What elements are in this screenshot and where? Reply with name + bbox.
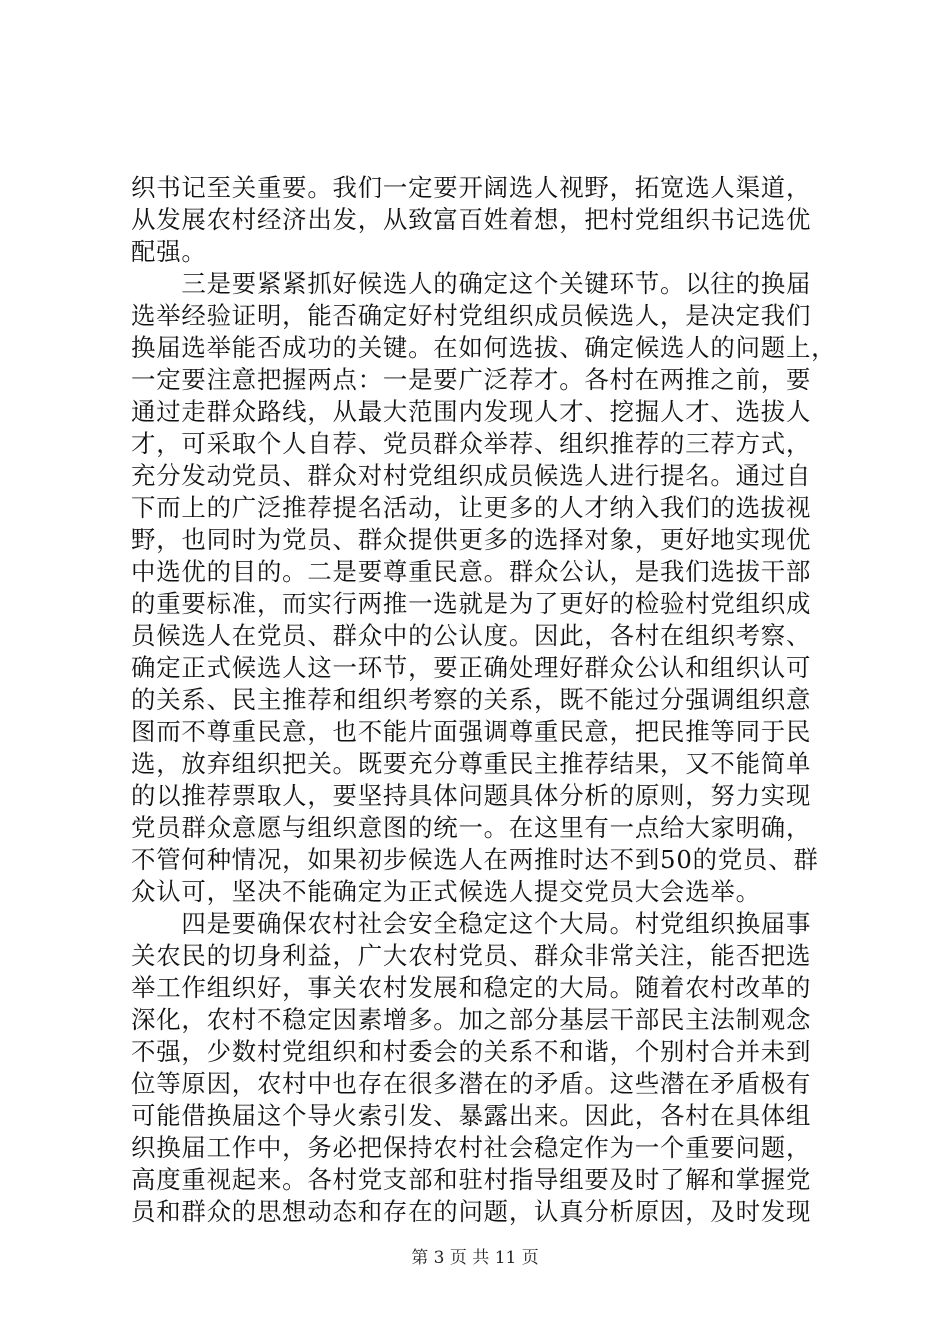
text-line: 员和群众的思想动态和存在的问题，认真分析原因，及时发现 bbox=[131, 1197, 812, 1226]
page-footer: 第 3 页 共 11 页 bbox=[411, 1248, 539, 1268]
text-line: 配强。 bbox=[131, 237, 207, 266]
text-line: 确定正式候选人这一环节，要正确处理好群众公认和组织认可 bbox=[131, 653, 812, 682]
text-line: 织换届工作中，务必把保持农村社会稳定作为一个重要问题， bbox=[131, 1133, 812, 1162]
text-line: 织书记至关重要。我们一定要开阔选人视野，拓宽选人渠道， bbox=[131, 173, 812, 202]
text-line: 充分发动党员、群众对村党组织成员候选人进行提名。通过自 bbox=[131, 461, 812, 490]
text-line: 三是要紧紧抓好候选人的确定这个关键环节。以往的换届 bbox=[131, 269, 812, 298]
text-line: 员候选人在党员、群众中的公认度。因此，各村在组织考察、 bbox=[131, 621, 812, 650]
text-line: 选举经验证明，能否确定好村党组织成员候选人，是决定我们 bbox=[131, 301, 812, 330]
text-line: 不管何种情况，如果初步候选人在两推时达不到50的党员、群 bbox=[131, 845, 819, 874]
text-line: 深化，农村不稳定因素增多。加之部分基层干部民主法制观念 bbox=[131, 1005, 812, 1034]
body-text bbox=[131, 172, 843, 1228]
text-line: 举工作组织好，事关农村发展和稳定的大局。随着农村改革的 bbox=[131, 973, 812, 1002]
text-line: 高度重视起来。各村党支部和驻村指导组要及时了解和掌握党 bbox=[131, 1165, 812, 1194]
text-line: 的以推荐票取人，要坚持具体问题具体分析的原则，努力实现 bbox=[131, 781, 812, 810]
text-line: 可能借换届这个导火索引发、暴露出来。因此，各村在具体组 bbox=[131, 1101, 812, 1130]
text-line: 下而上的广泛推荐提名活动，让更多的人才纳入我们的选拔视 bbox=[131, 493, 812, 522]
text-line: 关农民的切身利益，广大农村党员、群众非常关注，能否把选 bbox=[131, 941, 812, 970]
text-line: 的重要标准，而实行两推一选就是为了更好的检验村党组织成 bbox=[131, 589, 812, 618]
text-line: 从发展农村经济出发，从致富百姓着想，把村党组织书记选优 bbox=[131, 205, 812, 234]
text-line: 一定要注意把握两点：一是要广泛荐才。各村在两推之前，要 bbox=[131, 365, 812, 394]
text-line: 选，放弃组织把关。既要充分尊重民主推荐结果，又不能简单 bbox=[131, 749, 812, 778]
text-line: 四是要确保农村社会安全稳定这个大局。村党组织换届事 bbox=[131, 909, 812, 938]
text-line: 中选优的目的。二是要尊重民意。群众公认，是我们选拔干部 bbox=[131, 557, 812, 586]
text-line: 不强，少数村党组织和村委会的关系不和谐，个别村合并未到 bbox=[131, 1037, 812, 1066]
text-line: 野，也同时为党员、群众提供更多的选择对象，更好地实现优 bbox=[131, 525, 812, 554]
text-line: 图而不尊重民意，也不能片面强调尊重民意，把民推等同于民 bbox=[131, 717, 812, 746]
text-line: 党员群众意愿与组织意图的统一。在这里有一点给大家明确， bbox=[131, 813, 812, 842]
text-line: 换届选举能否成功的关键。在如何选拔、确定候选人的问题上， bbox=[131, 333, 837, 362]
text-line: 众认可，坚决不能确定为正式候选人提交党员大会选举。 bbox=[131, 877, 761, 906]
text-line: 通过走群众路线，从最大范围内发现人才、挖掘人才、选拔人 bbox=[131, 397, 812, 426]
text-line: 的关系、民主推荐和组织考察的关系，既不能过分强调组织意 bbox=[131, 685, 812, 714]
text-line: 才，可采取个人自荐、党员群众举荐、组织推荐的三荐方式， bbox=[131, 429, 812, 458]
text-line: 位等原因，农村中也存在很多潜在的矛盾。这些潜在矛盾极有 bbox=[131, 1069, 812, 1098]
